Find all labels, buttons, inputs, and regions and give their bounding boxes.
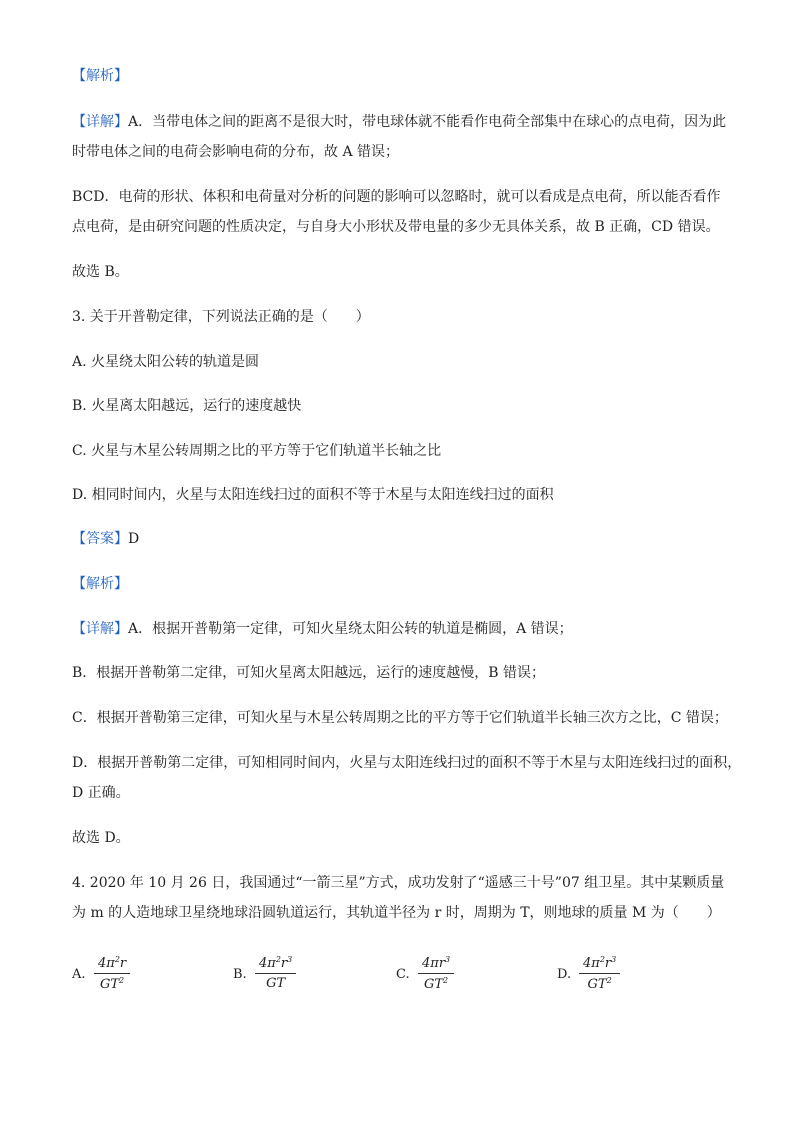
option-a-fraction: [94, 955, 130, 992]
detail-d-line-2: D 正确。: [72, 785, 130, 801]
detail-paragraph-line-2: 时带电体之间的电荷会影响电荷的分布，故 A 错误；: [72, 144, 400, 160]
option-a-denominator: $GT^2$: [99, 976, 125, 992]
option-d-label: D.: [557, 967, 572, 982]
question-3-stem: 3. 关于开普勒定律，下列说法正确的是（ ）: [72, 309, 370, 325]
detail-tag-2: 【详解】: [72, 621, 128, 637]
bcd-paragraph-line-2: 点电荷，是由研究问题的性质决定，与自身大小形状及带电量的多少无具体关系，故 B 正确，CD 错误。: [72, 219, 720, 235]
option-a-label: A.: [72, 967, 86, 982]
detail-b-line: B．根据开普勒第二定律，可知火星离太阳越远，运行的速度越慢，B 错误；: [72, 665, 546, 681]
question-3-option-b: B. 火星离太阳越远，运行的速度越快: [72, 398, 302, 414]
option-c-label: C.: [396, 967, 410, 982]
option-c-denominator: $GT^2$: [423, 976, 449, 992]
detail-c-line: C．根据开普勒第三定律，可知火星与木星公转周期之比的平方等于它们轨道半长轴三次方之比，C 错误；: [72, 710, 728, 726]
choose-b: 故选 B。: [72, 264, 129, 280]
bcd-paragraph-line-1: BCD．电荷的形状、体积和电荷量对分析的问题的影响可以忽略时，就可以看成是点电荷，所以能否看作: [72, 189, 721, 205]
detail-paragraph-line-1: [72, 113, 726, 131]
analysis-heading-2: 【解析】: [72, 576, 128, 592]
detail-d-line-1: D．根据开普勒第二定律，可知相同时间内，火星与太阳连线扫过的面积不等于木星与太阳连线扫过的面积，: [72, 755, 742, 771]
detail-text: A．当带电体之间的距离不是很大时，带电球体就不能看作电荷全部集中在球心的点电荷，因为此: [128, 114, 727, 130]
answer-line: [72, 530, 139, 548]
question-4-stem-line-1: 4. 2020 年 10 月 26 日，我国通过“一箭三星”方式，成功发射了“遥感三十号”07 组卫星。其中某颗质量: [72, 875, 725, 891]
question-3-option-c: C. 火星与木星公转周期之比的平方等于它们轨道半长轴之比: [72, 443, 442, 459]
option-a-numerator: $4\pi^2r$: [94, 955, 130, 974]
option-b-fraction: [255, 955, 296, 991]
option-c-fraction: [418, 955, 454, 992]
option-c-numerator: $4\pi r^3$: [418, 955, 454, 974]
option-b-denominator: GT: [266, 976, 286, 991]
question-3-option-a: A. 火星绕太阳公转的轨道是圆: [72, 354, 260, 370]
option-b-numerator: $4\pi^2r^3$: [255, 955, 296, 974]
detail-a-line: [72, 620, 573, 638]
answer-tag: 【答案】: [72, 531, 128, 547]
answer-value: D: [128, 531, 140, 547]
question-4-stem-line-2: 为 m 的人造地球卫星绕地球沿圆轨道运行，其轨道半径为 r 时，周期为 T，则地球的质量 M 为（ ）: [72, 905, 721, 921]
option-d-fraction: [579, 955, 620, 992]
detail-tag: 【详解】: [72, 114, 128, 130]
question-3-option-d: D. 相同时间内，火星与太阳连线扫过的面积不等于木星与太阳连线扫过的面积: [72, 487, 554, 503]
option-d-numerator: $4\pi^2r^3$: [579, 955, 620, 974]
option-b-label: B.: [233, 967, 247, 982]
choose-d: 故选 D。: [72, 830, 130, 846]
analysis-heading: 【解析】: [72, 68, 128, 84]
option-d-denominator: $GT^2$: [587, 976, 612, 992]
detail-a-text: A．根据开普勒第一定律，可知火星绕太阳公转的轨道是椭圆，A 错误；: [128, 621, 573, 637]
